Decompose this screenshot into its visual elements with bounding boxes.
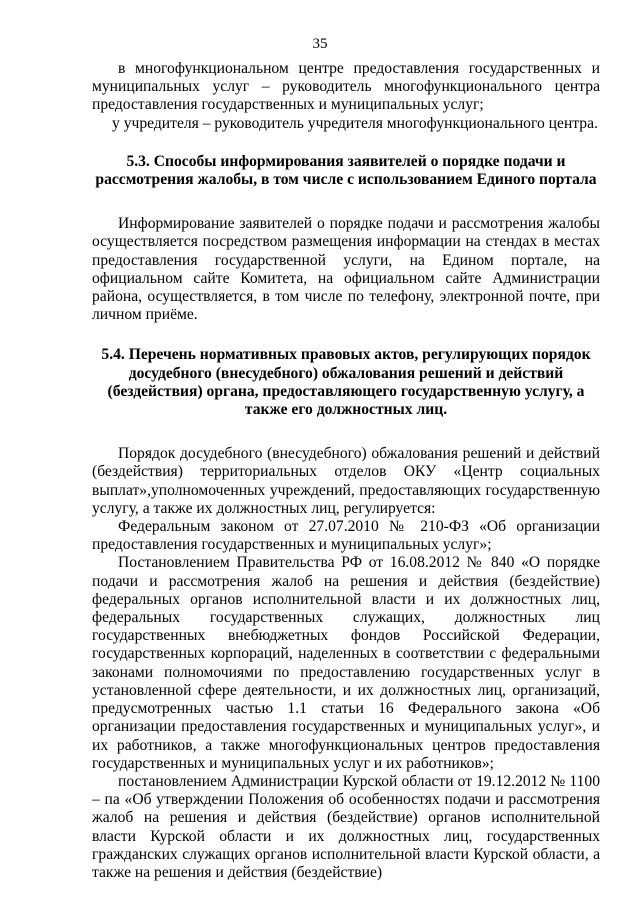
paragraph-government-decree: Постановлением Правительства РФ от 16.08.2012 № 840 «О порядке подачи и рассмотрения жалоб на решения и действия (бездействие) федеральных органов исполнительной власти и их должностных лиц, федеральных государственных служащих, должностных лиц государственных внебюджетных фондов Российской Федерации, государственных корпораций, наделенных в соответствии с федеральными законами полномочиями по предоставлению государственных услуг в установленной сфере деятельности, и их должностных лиц, организаций, предусмотренных частью 1.1 статьи 16 Федерального закона «Об организации предоставления государственных и муниципальных услуг», и их работников, а также многофункциональных центров предоставления государственных и муниципальных услуг и их работников»; <box>92 554 600 772</box>
paragraph-informing: Информирование заявителей о порядке подачи и рассмотрения жалобы осуществляется посредством размещения информации на стендах в местах предоставления государственной услуги, на Едином портале, на официальном сайте Комитета, на официальном сайте Администрации района, осуществляется, в том числе по телефону, электронной почте, при личном приёме. <box>92 215 600 324</box>
page-number: 35 <box>312 36 328 52</box>
document-body <box>92 60 600 882</box>
section-heading-5-4: 5.4. Перечень нормативных правовых актов, регулирующих порядок досудебного (внесудебного) обжалования решений и действий (бездействия) органа, предоставляющего государственную услугу, а также его должностных лиц. <box>101 346 591 419</box>
section-heading-5-3: 5.3. Способы информирования заявителей о порядке подачи и рассмотрения жалобы, в том числе с использованием Единого портала <box>95 152 597 189</box>
paragraph-federal-law: Федеральным законом от 27.07.2010 № 210-ФЗ «Об организации предоставления государственных и муниципальных услуг»; <box>92 518 600 554</box>
paragraph-appeal-procedure: Порядок досудебного (внесудебного) обжалования решений и действий (бездействия) территориальных отделов ОКУ «Центр социальных выплат»,уполномоченных учреждений, предоставляющих государственную услугу, а также их должностных лиц, регулируется: <box>92 445 600 517</box>
paragraph-mfc-head: в многофункциональном центре предоставления государственных и муниципальных услуг – руководитель многофункционального центра предоставления государственных и муниципальных услуг; <box>92 60 600 114</box>
paragraph-founder: у учредителя – руководитель учредителя многофункционального центра. <box>112 114 598 132</box>
paragraph-kursk-decree: постановлением Администрации Курской области от 19.12.2012 № 1100 – па «Об утверждении Положения об особенностях подачи и рассмотрения жалоб на решения и действия (бездействие) органов исполнительной власти Курской области и их должностных лиц, государственных гражданских служащих органов исполнительной власти Курской области, а также на решения и действия (бездействие) <box>92 772 600 881</box>
